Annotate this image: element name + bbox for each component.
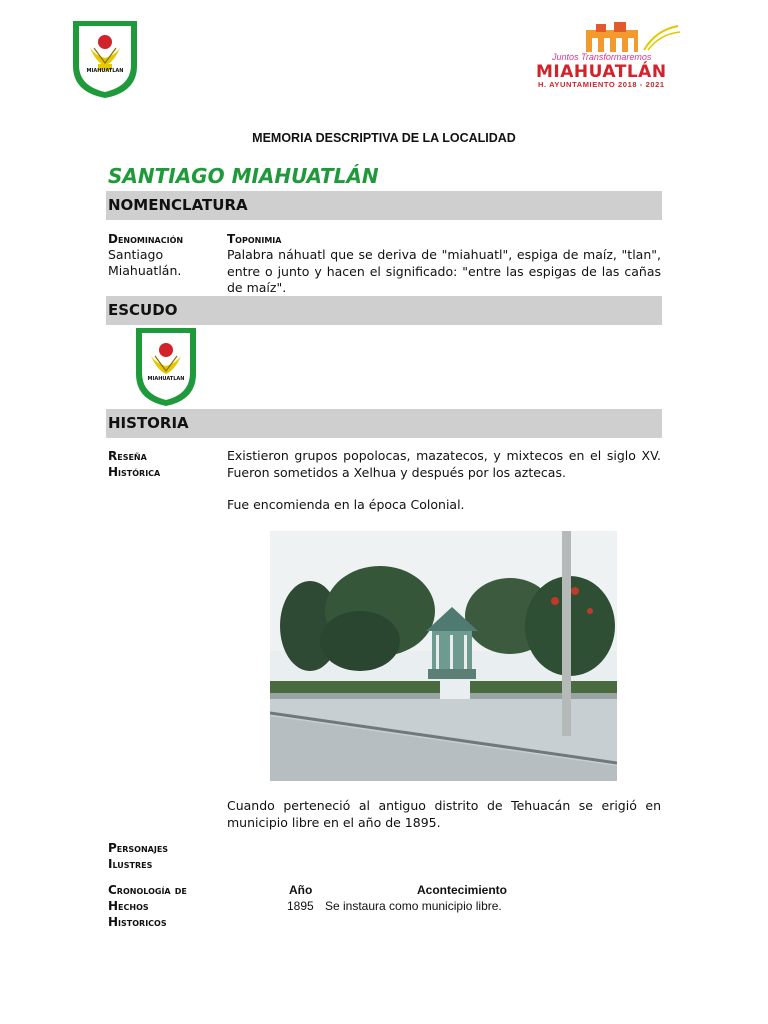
historia-paragraph-2: Fue encomienda en la época Colonial.: [227, 497, 465, 512]
personajes-label-2: Ilustres: [108, 857, 153, 871]
chronology-row-year: 1895: [287, 899, 314, 913]
section-heading: NOMENCLATURA: [108, 196, 248, 214]
section-band-historia: [106, 409, 662, 438]
coat-of-arms-icon: [70, 18, 140, 100]
toponimia-text: Palabra náhuatl que se deriva de "miahuatl", espiga de maíz, "tlan", entre o junto y hacen el significado: "entre las espigas de las cañas de maíz".: [227, 247, 661, 295]
city-hall-logo-icon: [584, 22, 684, 54]
chronology-header-event: Acontecimiento: [417, 883, 508, 897]
personajes-label-1: Personajes: [108, 841, 169, 855]
shield-icon: [133, 326, 199, 408]
logo-text: MIAHUATLAN: [86, 68, 124, 74]
cronologia-label-1: Cronología de: [108, 883, 187, 897]
denominacion-label: Denominación: [108, 232, 184, 246]
document-title: MEMORIA DESCRIPTIVA DE LA LOCALIDAD: [252, 131, 516, 145]
historia-paragraph-3: Cuando perteneció al antiguo distrito de Tehuacán se erigió en municipio libre en el año de 1895.: [227, 798, 661, 830]
section-heading: HISTORIA: [108, 414, 189, 432]
locality-title: SANTIAGO MIAHUATLÁN: [108, 164, 379, 188]
historia-paragraph-1: Existieron grupos popolocas, mazatecos, y mixtecos en el siglo XV. Fueron sometidos a Xelhua y después por los aztecas.: [227, 448, 661, 480]
section-band-nomenclatura: [106, 191, 662, 220]
logo-name: MIAHUATLÁN: [536, 62, 667, 82]
section-heading: ESCUDO: [108, 301, 178, 319]
chronology-header-year: Año: [289, 883, 313, 897]
chronology-row-event: Se instaura como municipio libre.: [325, 899, 502, 913]
cronologia-label-2: Hechos: [108, 899, 149, 913]
toponimia-label: Toponimia: [227, 232, 282, 246]
logo-subtitle: H. AYUNTAMIENTO 2018 - 2021: [538, 80, 665, 89]
town-square-kiosk-photo: [270, 531, 617, 781]
shield-text: MIAHUATLAN: [147, 376, 185, 382]
section-band-escudo: [106, 296, 662, 325]
denominacion-value-1: Santiago: [108, 247, 164, 262]
logo-slogan: Juntos Transformaremos: [552, 52, 652, 62]
resena-label-2: Histórica: [108, 465, 161, 479]
denominacion-value-2: Miahuatlán.: [108, 263, 182, 278]
cronologia-label-3: Historicos: [108, 915, 167, 929]
resena-label-1: Reseña: [108, 449, 147, 463]
city-hall-logo: [534, 22, 714, 88]
